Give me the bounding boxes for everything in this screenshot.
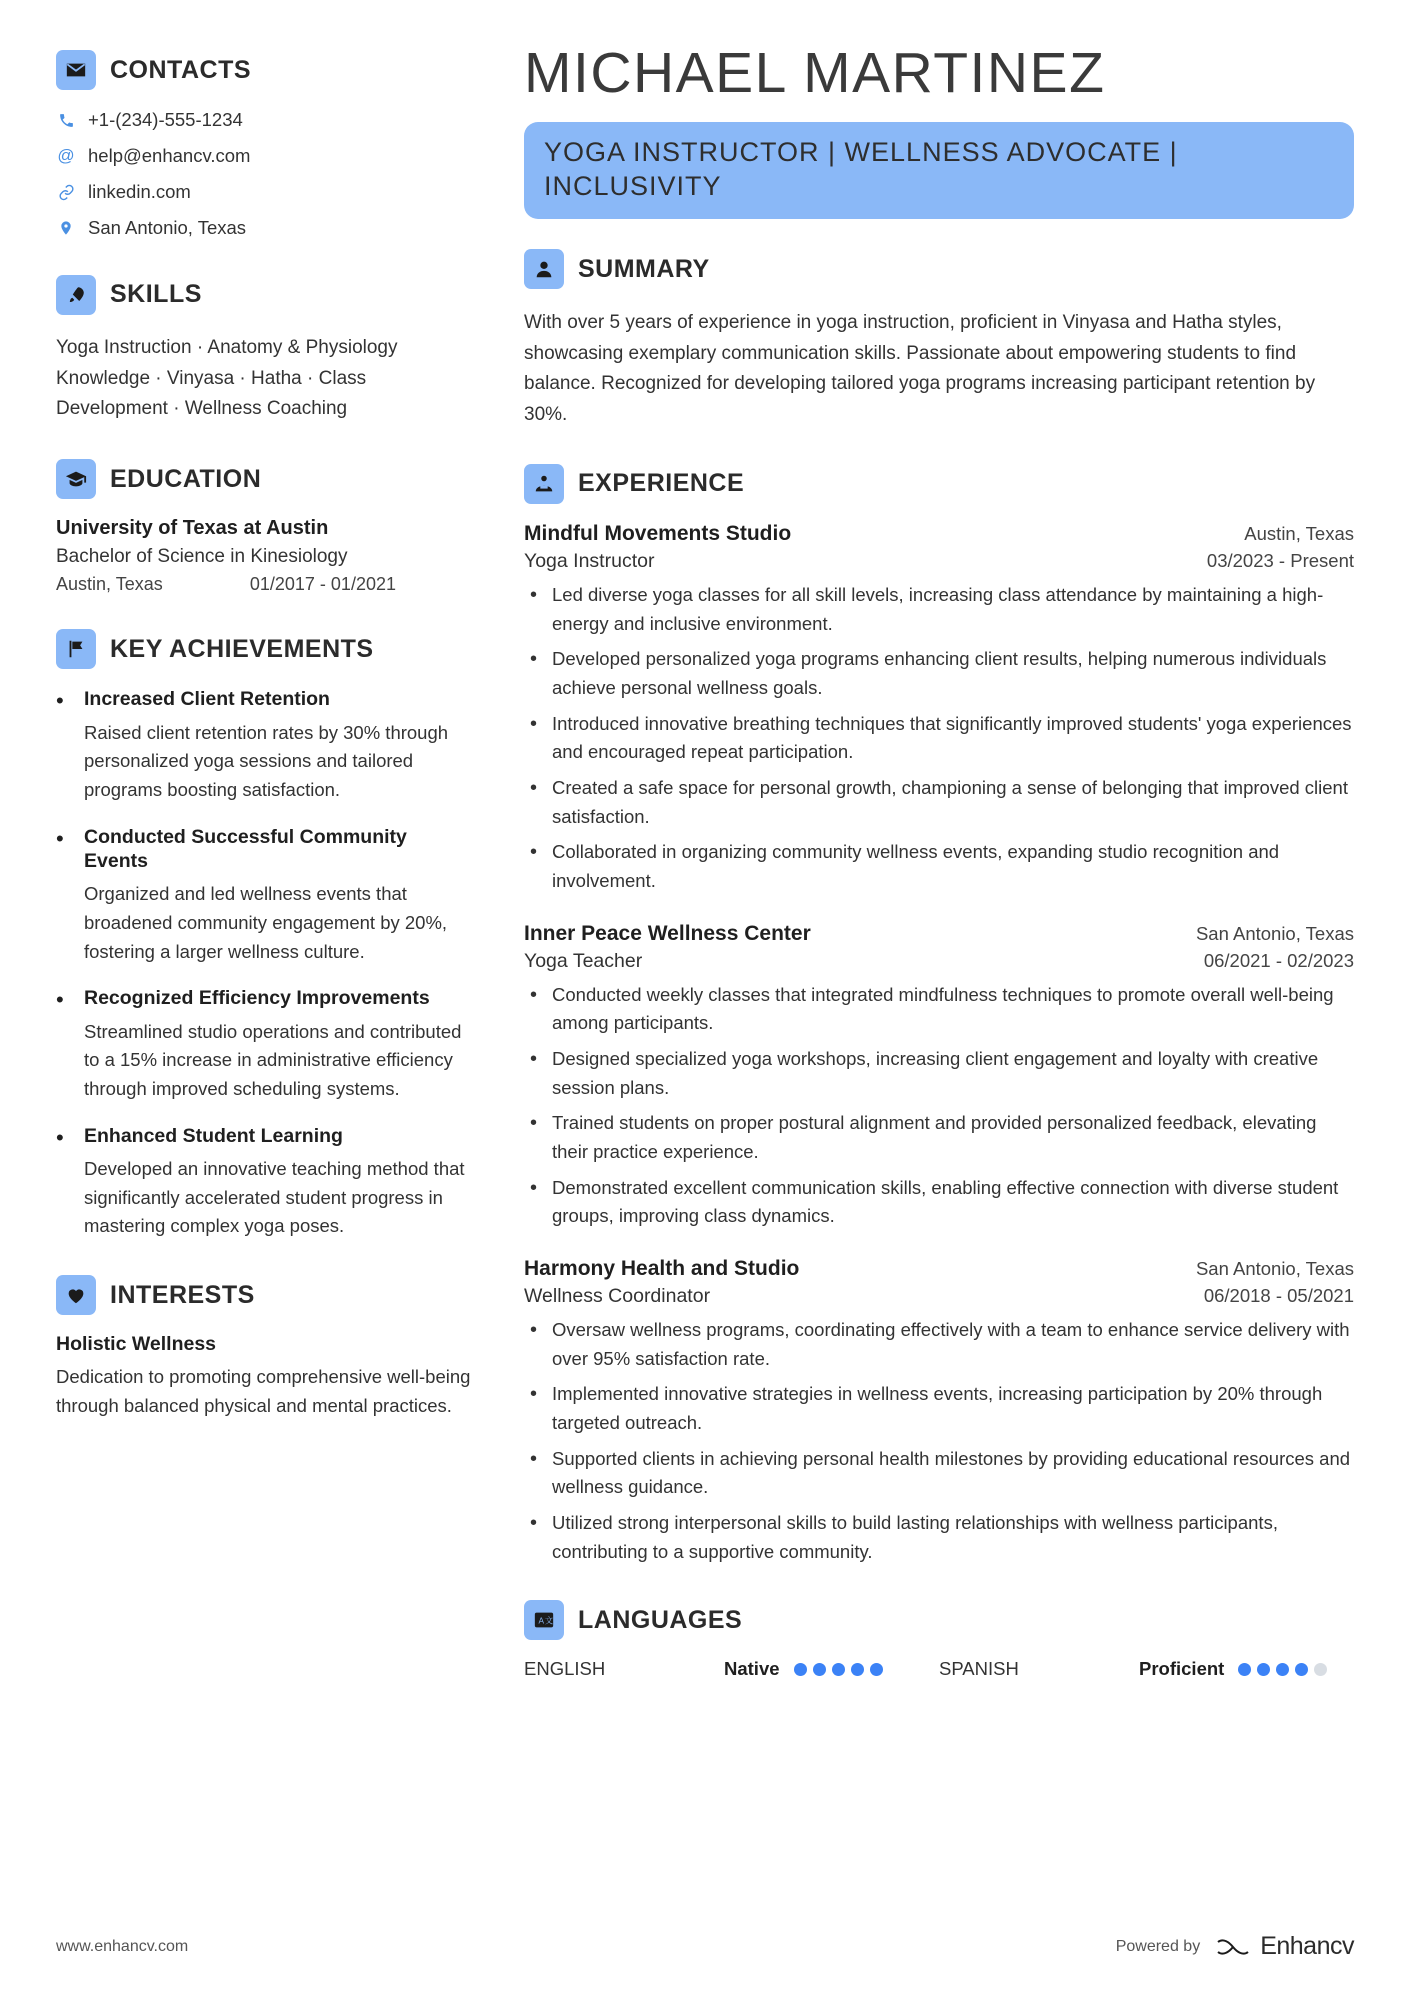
achievements-section <box>56 629 476 1241</box>
achievement-item <box>56 687 476 804</box>
languages-section <box>524 1600 1354 1680</box>
main-column <box>524 41 1354 1995</box>
dot-filled <box>851 1663 864 1676</box>
dot-filled <box>1276 1663 1289 1676</box>
experience-dates: 06/2021 - 02/2023 <box>1203 949 1354 971</box>
experience-location: Austin, Texas <box>1244 522 1354 544</box>
achievement-title: Recognized Efficiency Improvements <box>84 987 430 1010</box>
bullet-dot-icon: • <box>56 688 64 714</box>
enhancv-mark-icon <box>1214 1935 1252 1959</box>
achievement-item <box>56 825 476 967</box>
experience-location: San Antonio, Texas <box>1195 1258 1354 1279</box>
experience-item <box>524 922 1354 1231</box>
language-name: SPANISH <box>939 1658 1019 1680</box>
languages-header <box>524 1600 1354 1640</box>
dot-filled <box>832 1663 845 1676</box>
contacts-header <box>56 50 476 90</box>
bullet-dot-icon: • <box>56 825 64 851</box>
achievement-desc: Streamlined studio operations and contributed to a 15% increase in administrative efficiency through improved scheduling systems. <box>84 1020 462 1100</box>
skills-section <box>56 275 476 425</box>
achievement-desc: Developed an innovative teaching method that significantly accelerated student progress in mastering complex yoga poses. <box>84 1158 465 1237</box>
contacts-section <box>56 50 476 241</box>
enhancv-logo <box>1214 1932 1354 1961</box>
summary-section <box>524 249 1354 430</box>
experience-location: San Antonio, Texas <box>1195 922 1354 944</box>
language-proficiency-dots <box>794 1663 883 1676</box>
briefcase-person-icon <box>524 464 564 504</box>
experience-bullets <box>524 1316 1354 1566</box>
achievement-item <box>56 986 476 1103</box>
skills-title: SKILLS <box>110 280 202 309</box>
summary-title: SUMMARY <box>578 254 710 283</box>
languages-row <box>524 1658 1354 1680</box>
heart-icon <box>56 1275 96 1315</box>
rocket-icon <box>56 275 96 315</box>
svg-text:A: A <box>538 1617 545 1627</box>
page-footer <box>56 1932 1354 1961</box>
powered-by-label: Powered by <box>1115 1937 1201 1955</box>
person-icon <box>524 249 564 289</box>
achievement-title: Enhanced Student Learning <box>84 1124 343 1147</box>
footer-powered-by <box>1116 1932 1354 1961</box>
contacts-title: CONTACTS <box>110 55 252 84</box>
interests-header <box>56 1275 476 1315</box>
dot-filled <box>1257 1663 1270 1676</box>
experience-bullets <box>524 981 1354 1231</box>
experience-section <box>524 464 1354 1566</box>
language-level: Native <box>724 1658 780 1680</box>
achievement-desc: Raised client retention rates by 30% through personalized yoga sessions and tailored programs boosting satisfaction. <box>84 721 449 800</box>
language-item-spanish <box>939 1658 1354 1680</box>
bullet-dot-icon: • <box>56 987 64 1013</box>
language-level: Proficient <box>1139 1658 1225 1680</box>
experience-role: Yoga Teacher <box>524 949 643 972</box>
education-section <box>56 459 476 595</box>
experience-bullet: • Led diverse yoga classes for all skill levels, increasing class attendance by maintaining a high-energy and inclusive environment. <box>550 581 1354 638</box>
contact-location <box>56 216 476 241</box>
bullet-dot-icon: • <box>56 1124 64 1150</box>
dot-filled <box>1238 1663 1251 1676</box>
experience-bullets <box>524 581 1354 896</box>
experience-dates: 03/2023 - Present <box>1206 549 1354 571</box>
candidate-headline: YOGA INSTRUCTOR | WELLNESS ADVOCATE | INCLUSIVITY <box>524 122 1354 220</box>
education-title: EDUCATION <box>110 464 262 493</box>
graduation-cap-icon <box>56 459 96 499</box>
contact-email-value: help@enhancv.com <box>88 144 251 166</box>
education-dates: 01/2017 - 01/2021 <box>249 574 396 595</box>
experience-bullet: • Supported clients in achieving personal health milestones by providing educational resources and wellness guidance. <box>550 1445 1354 1502</box>
dot-empty <box>1314 1663 1327 1676</box>
contact-location-value: San Antonio, Texas <box>88 216 247 238</box>
education-school: University of Texas at Austin <box>56 517 329 540</box>
translate-icon <box>524 1600 564 1640</box>
experience-bullet: • Oversaw wellness programs, coordinating effectively with a team to enhance service delivery with over 95% satisfaction rate. <box>550 1316 1354 1373</box>
summary-text: With over 5 years of experience in yoga instruction, proficient in Vinyasa and Hatha styles, showcasing exemplary communication skills. Passionate about empowering students to find balance. Recognized for developing tailored yoga programs increasing participant retention by 30%. <box>524 312 1316 425</box>
education-location: Austin, Texas <box>56 574 163 595</box>
experience-item <box>524 522 1354 896</box>
experience-bullet: • Designed specialized yoga workshops, increasing client engagement and loyalty with creative session plans. <box>550 1045 1354 1102</box>
education-meta <box>56 574 396 595</box>
footer-website[interactable]: www.enhancv.com <box>56 1937 189 1955</box>
summary-header <box>524 249 1354 289</box>
experience-company: Mindful Movements Studio <box>524 521 792 545</box>
experience-sub-row <box>524 1285 1354 1308</box>
experience-bullet: • Conducted weekly classes that integrated mindfulness techniques to promote overall well-being among participants. <box>550 981 1354 1038</box>
contact-linkedin[interactable] <box>56 180 476 205</box>
achievement-item <box>56 1124 476 1241</box>
map-pin-icon <box>56 220 76 236</box>
experience-dates: 06/2018 - 05/2021 <box>1203 1285 1354 1306</box>
experience-bullet: • Trained students on proper postural alignment and provided personalized feedback, elevating their practice experience. <box>550 1109 1354 1166</box>
experience-top-row <box>524 922 1354 946</box>
dot-filled <box>1295 1663 1308 1676</box>
experience-sub-row <box>524 550 1354 573</box>
link-icon <box>56 184 76 201</box>
languages-title: LANGUAGES <box>578 1605 743 1634</box>
achievements-header <box>56 629 476 669</box>
education-header <box>56 459 476 499</box>
interests-title: INTERESTS <box>110 1280 255 1309</box>
experience-top-row <box>524 1257 1354 1281</box>
education-degree: Bachelor of Science in Kinesiology <box>56 546 348 568</box>
achievements-title: KEY ACHIEVEMENTS <box>110 634 374 663</box>
svg-text:文: 文 <box>544 1617 554 1627</box>
experience-company: Inner Peace Wellness Center <box>524 921 811 945</box>
experience-bullet: • Created a safe space for personal growth, championing a sense of belonging that improved client satisfaction. <box>550 774 1354 831</box>
phone-icon <box>56 112 76 129</box>
achievement-desc: Organized and led wellness events that broadened community engagement by 20%, fostering a larger wellness culture. <box>84 883 448 962</box>
candidate-name: MICHAEL MARTINEZ <box>524 41 1106 105</box>
experience-sub-row <box>524 950 1354 973</box>
experience-title: EXPERIENCE <box>578 469 745 498</box>
experience-top-row <box>524 522 1354 546</box>
achievement-title: Conducted Successful Community Events <box>84 825 407 872</box>
dot-filled <box>813 1663 826 1676</box>
dot-filled <box>794 1663 807 1676</box>
language-name: ENGLISH <box>524 1658 606 1680</box>
experience-header <box>524 464 1354 504</box>
experience-bullet: • Developed personalized yoga programs enhancing client results, helping numerous individuals achieve personal wellness goals. <box>550 645 1354 702</box>
contact-linkedin-value: linkedin.com <box>88 180 191 202</box>
envelope-icon <box>56 50 96 90</box>
experience-item <box>524 1257 1354 1566</box>
flag-icon <box>56 629 96 669</box>
language-proficiency-dots <box>1238 1663 1327 1676</box>
experience-company: Harmony Health and Studio <box>524 1257 800 1280</box>
experience-bullet: • Demonstrated excellent communication skills, enabling effective connection with diverse student groups, improving class dynamics. <box>550 1174 1354 1231</box>
at-icon: @ <box>57 145 75 165</box>
experience-bullet: • Implemented innovative strategies in wellness events, increasing participation by 20% through targeted outreach. <box>550 1380 1354 1437</box>
enhancv-wordmark: Enhancv <box>1260 1932 1354 1960</box>
dot-filled <box>870 1663 883 1676</box>
achievement-title: Increased Client Retention <box>84 688 330 711</box>
contact-phone <box>56 108 476 133</box>
interest-desc: Dedication to promoting comprehensive well-being through balanced physical and mental practices. <box>56 1366 471 1416</box>
contact-phone-value: +1-(234)-555-1234 <box>88 109 243 130</box>
skills-list: Yoga Instruction · Anatomy & Physiology Knowledge · Vinyasa · Hatha · Class Development · Wellness Coaching <box>56 336 398 420</box>
interest-title: Holistic Wellness <box>56 1333 217 1356</box>
experience-role: Yoga Instructor <box>524 549 655 572</box>
sidebar <box>56 44 476 1995</box>
experience-bullet: • Introduced innovative breathing techniques that significantly improved students' yoga experiences and encouraged repeat participation. <box>550 710 1354 767</box>
experience-bullet: • Utilized strong interpersonal skills to build lasting relationships with wellness participants, contributing to a supportive community. <box>550 1509 1354 1566</box>
skills-header <box>56 275 476 315</box>
interests-section <box>56 1275 476 1420</box>
experience-bullet: • Collaborated in organizing community wellness events, expanding studio recognition and involvement. <box>550 838 1354 895</box>
experience-role: Wellness Coordinator <box>524 1285 711 1307</box>
contact-email <box>56 144 476 169</box>
language-item-english <box>524 1658 939 1680</box>
